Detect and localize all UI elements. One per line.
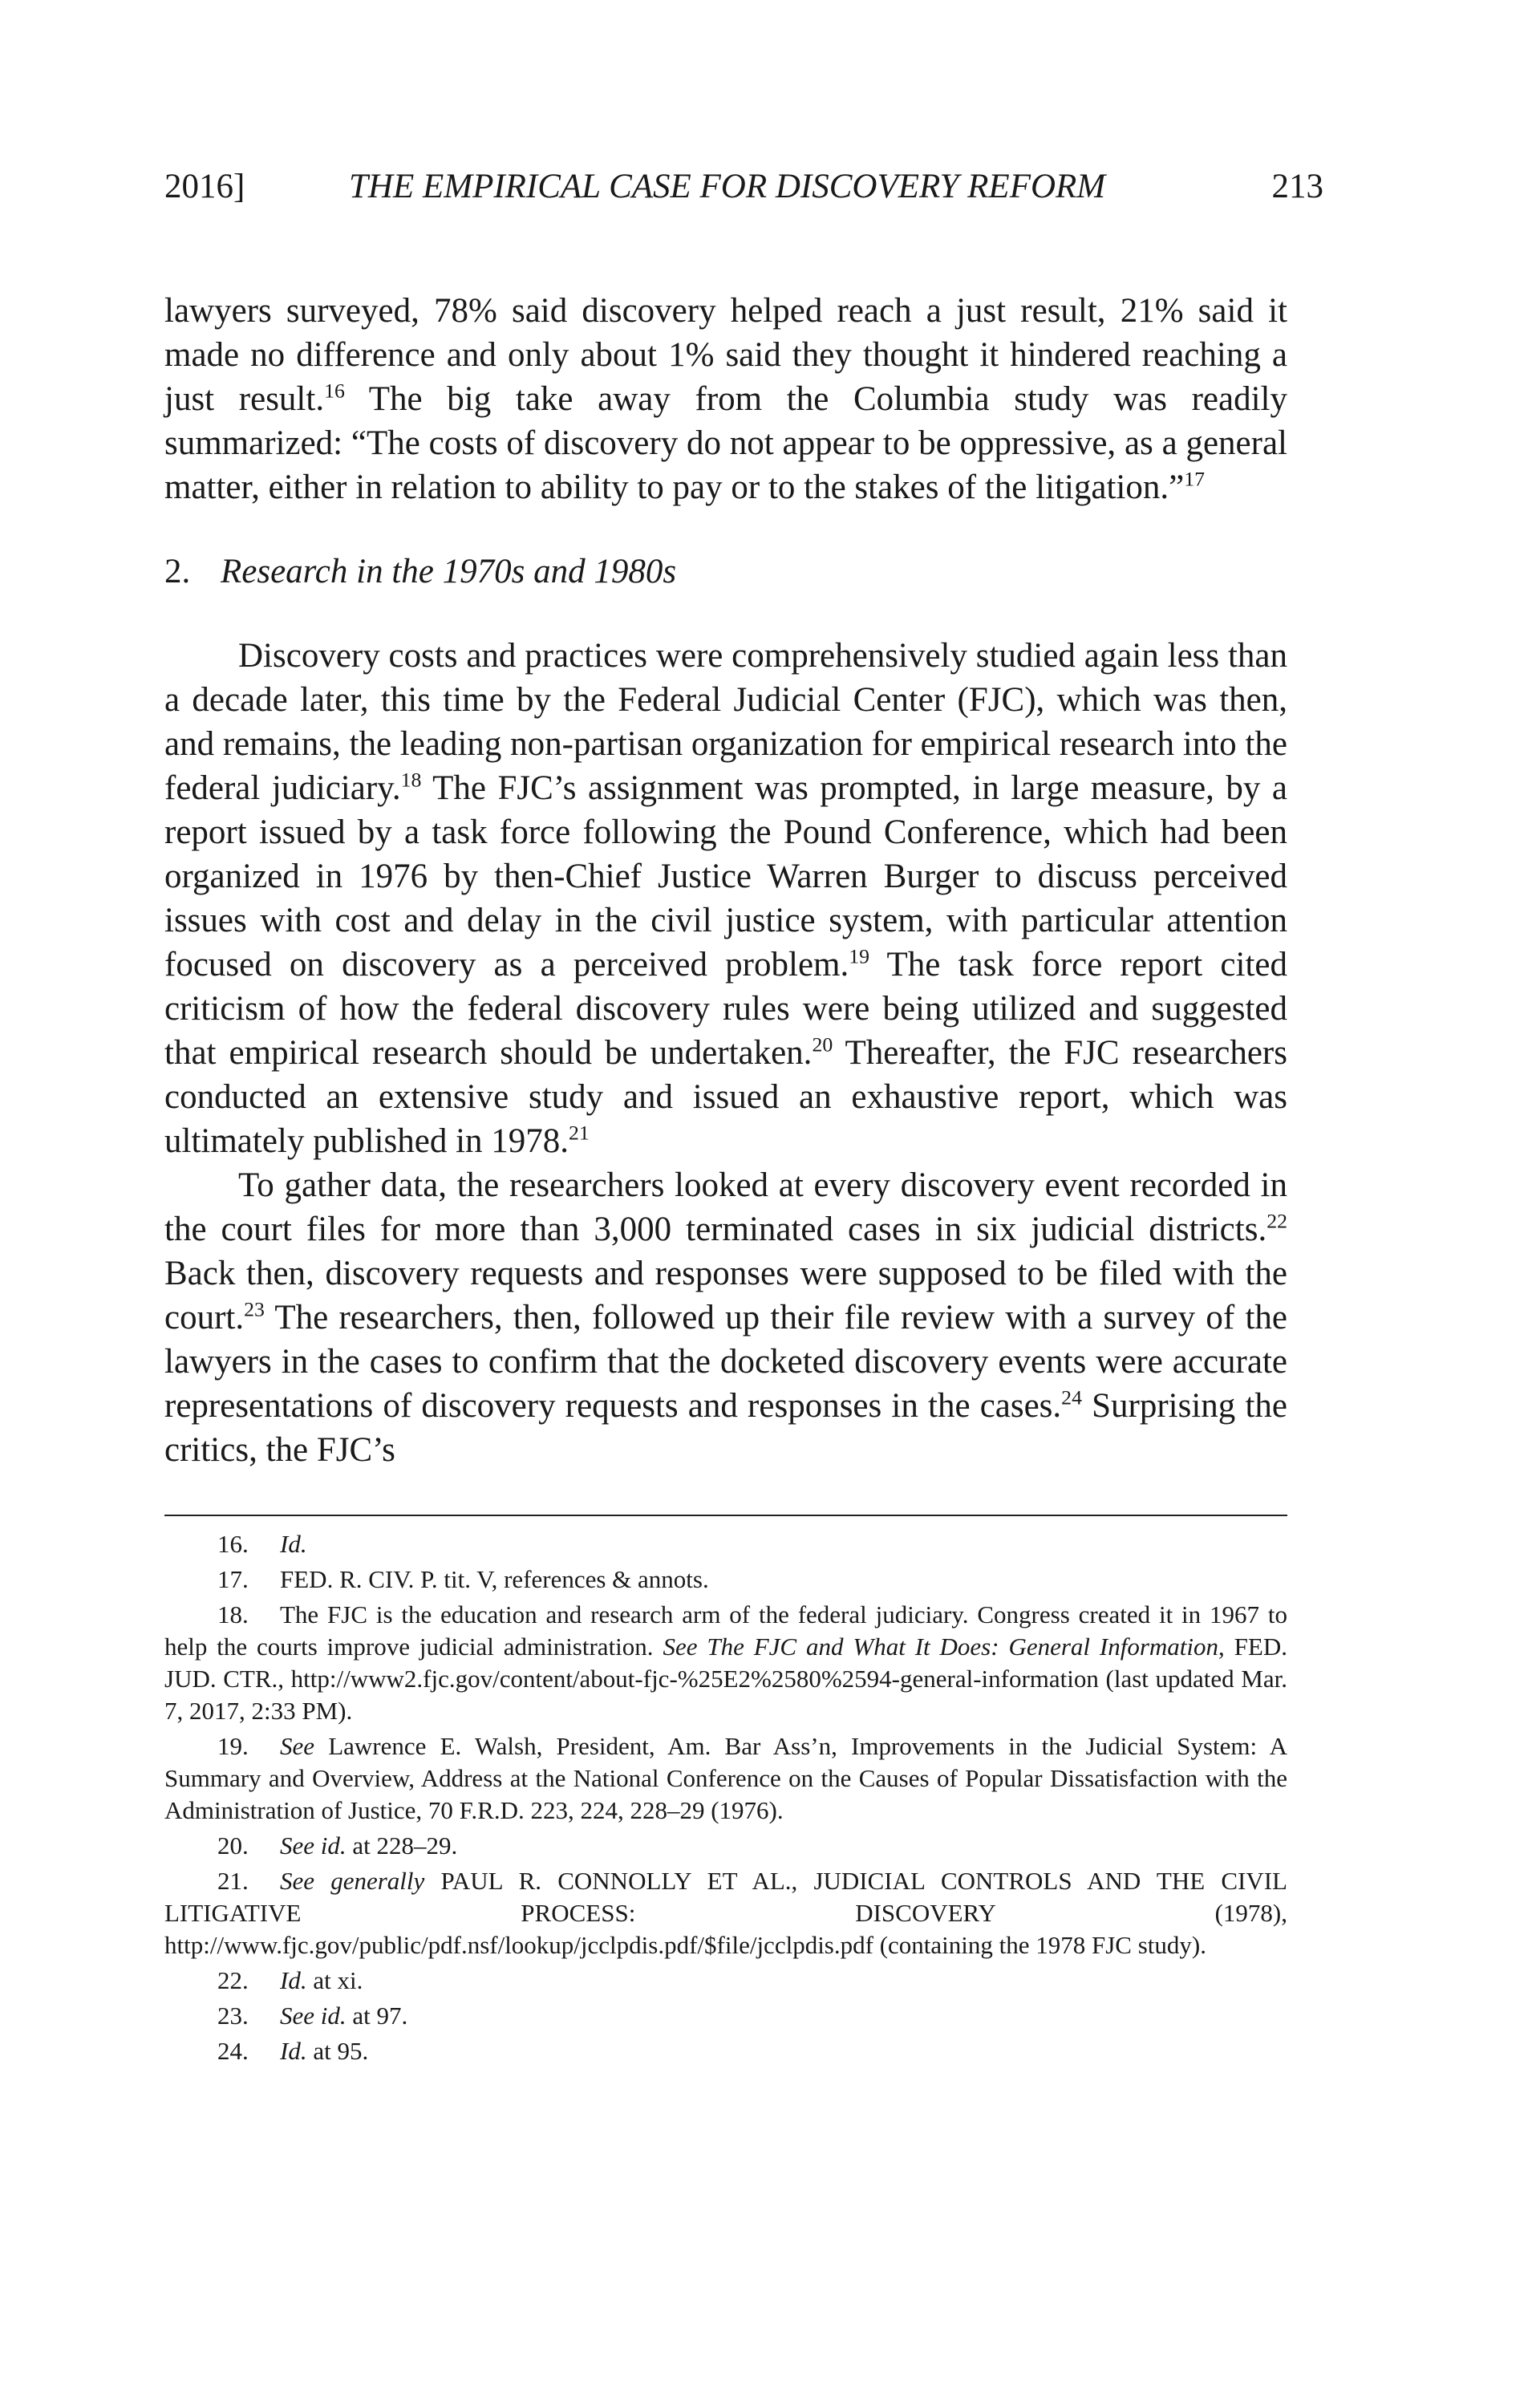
paragraph-3: To gather data, the researchers looked at every discovery event recorded in the court files for more than 3,000 terminated cases in six judicial districts.$^{22}$ Back then, discovery requests and responses were supposed to be filed with the court.$^{23}$ The researchers, then, followed up their file review with a survey of the lawyers in the cases to confirm that the docketed discovery events were accurate representations of discovery requests and responses in the cases.$^{24}$ Surprising the critics, the FJC’s bbox=[164, 1166, 1287, 1469]
footnote-21: 21. See generally PAUL R. CONNOLLY ET AL., JUDICIAL CONTROLS AND THE CIVIL LITIGATIVE PROCESS: DISCOVERY (1978), http://www.fjc.gov/public/pdf.nsf/lookup/jcclpdis.pdf/$file/jcclpdis.pdf (containing the 1978 FJC study). bbox=[164, 1867, 1287, 1959]
footnote-16: 16. Id. bbox=[217, 1530, 307, 1558]
paragraph-2: Discovery costs and practices were comprehensively studied again less than a decade later, this time by the Federal Judicial Center (FJC), which was then, and remains, the leading non-partisan organization for empirical research into the federal judiciary.$^{18}$ The FJC’s assignment was prompted, in large measure, by a report issued by a task force following the Pound Conference, which had been organized in 1976 by then-Chief Justice Warren Burger to discuss perceived issues with cost and delay in the civil justice system, with particular attention focused on discovery as a perceived problem.$^{19}$ The task force report cited criticism of how the federal discovery rules were being utilized and suggested that empirical research should be undertaken.$^{20}$ Thereafter, the FJC researchers conducted an extensive study and issued an exhaustive report, which was ultimately published in 1978.21 bbox=[164, 637, 1287, 1160]
section-heading bbox=[164, 550, 1287, 594]
footnote-ref-21: 21 bbox=[569, 1121, 590, 1145]
header-year: 2016] bbox=[164, 168, 245, 205]
footnote-divider bbox=[164, 1515, 1287, 1516]
footnote-ref-19: 19 bbox=[849, 944, 870, 968]
footnote-20: 20. See id. at 228–29. bbox=[217, 1831, 458, 1860]
section-number: 2. bbox=[164, 553, 191, 590]
header-title: THE EMPIRICAL CASE FOR DISCOVERY REFORM bbox=[349, 168, 1106, 205]
footnote-ref-16: 16 bbox=[324, 379, 345, 403]
running-header bbox=[0, 167, 1540, 215]
paragraph-1: lawyers surveyed, 78% said discovery helped reach a just result, 21% said it made no difference and only about 1% said they thought it hindered reaching a just result.$^{16}$ The big take away from the Columbia study was readily summarized: “The costs of discovery do not appear to be oppressive, as a general matter, either in relation to ability to pay or to the stakes of the litigation.”$^{17}$ bbox=[164, 292, 1287, 506]
footnote-18: 18. The FJC is the education and research arm of the federal judiciary. Congress created it in 1967 to help the courts improve judicial administration. See The FJC and What It Does: General Information, FED. JUD. CTR., http://www2.fjc.gov/content/about-fjc-%25E2%2580%2594-general-information (last updated Mar. 7, 2017, 2:33 PM). bbox=[164, 1600, 1287, 1725]
footnote-ref-17: 17 bbox=[1184, 467, 1206, 491]
footnote-17: 17. FED. R. CIV. P. tit. V, references & annots. bbox=[217, 1565, 709, 1593]
section-title: Research in the 1970s and 1980s bbox=[221, 553, 677, 590]
footnote-ref-18: 18 bbox=[400, 768, 422, 792]
footnote-24: 24. Id. at 95. bbox=[217, 2037, 369, 2065]
main-text bbox=[164, 289, 1287, 1472]
footnote-ref-23: 23 bbox=[244, 1297, 265, 1321]
page-number: 213 bbox=[1271, 168, 1323, 205]
footnote-19: 19. See Lawrence E. Walsh, President, Am. Bar Ass’n, Improvements in the Judicial System: A Summary and Overview, Address at the National Conference on the Causes of Popular Dissatisfaction with the Administration of Justice, 70 F.R.D. 223, 224, 228–29 (1976). bbox=[164, 1732, 1287, 1824]
footnote-ref-20: 20 bbox=[812, 1032, 833, 1057]
footnotes bbox=[164, 1528, 1287, 2071]
footnote-22: 22. Id. at xi. bbox=[217, 1966, 363, 1994]
footnote-ref-22: 22 bbox=[1266, 1209, 1287, 1233]
footnote-23: 23. See id. at 97. bbox=[217, 2002, 408, 2030]
footnote-ref-24: 24 bbox=[1061, 1385, 1082, 1409]
